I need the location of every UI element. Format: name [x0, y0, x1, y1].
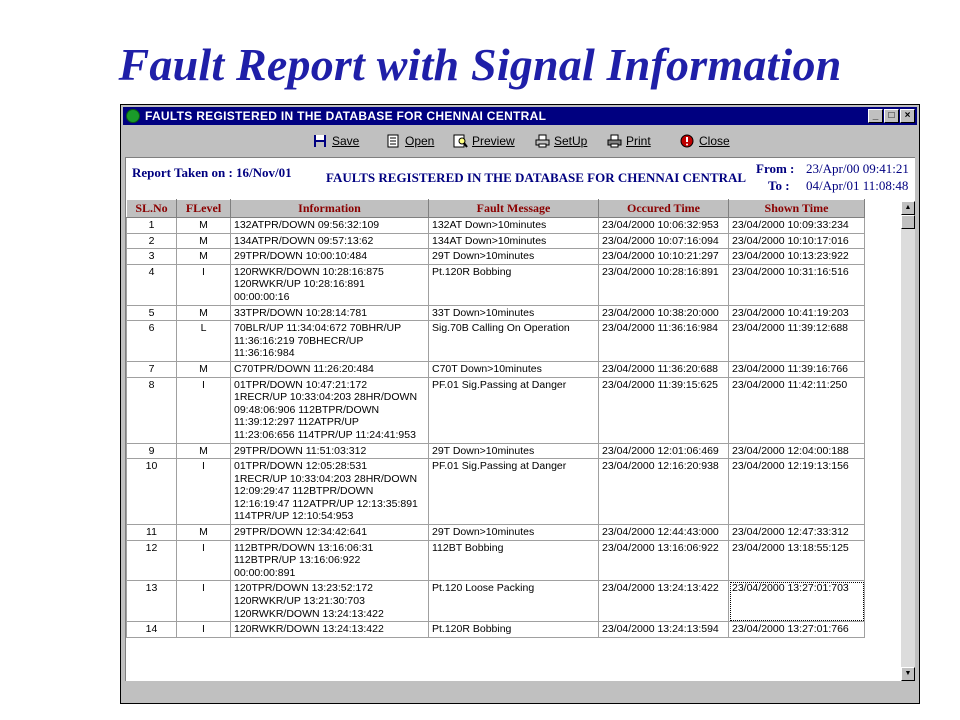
- sl-no-cell[interactable]: 3: [127, 249, 177, 265]
- fault-message-cell[interactable]: 33T Down>10minutes: [429, 305, 599, 321]
- occured-time-cell[interactable]: 23/04/2000 10:06:32:953: [599, 218, 729, 234]
- fault-table: [126, 199, 865, 638]
- fault-message-cell[interactable]: 132AT Down>10minutes: [429, 218, 599, 234]
- sl-no-cell[interactable]: 2: [127, 233, 177, 249]
- flevel-cell[interactable]: I: [177, 264, 231, 305]
- close-icon: [680, 134, 695, 148]
- shown-time-cell[interactable]: 23/04/2000 10:31:16:516: [729, 264, 865, 305]
- fault-message-cell[interactable]: 134AT Down>10minutes: [429, 233, 599, 249]
- occured-time-cell[interactable]: 23/04/2000 10:28:16:891: [599, 264, 729, 305]
- sl-no-cell[interactable]: 8: [127, 377, 177, 443]
- flevel-cell[interactable]: M: [177, 305, 231, 321]
- sl-no-cell[interactable]: 9: [127, 443, 177, 459]
- fault-message-cell[interactable]: 112BT Bobbing: [429, 540, 599, 581]
- shown-time-cell[interactable]: 23/04/2000 10:10:17:016: [729, 233, 865, 249]
- report-header: [125, 157, 915, 199]
- shown-time-cell[interactable]: 23/04/2000 12:04:00:188: [729, 443, 865, 459]
- preview-button[interactable]: Preview: [453, 133, 515, 148]
- preview-icon: [453, 134, 468, 148]
- toolbar: [123, 129, 917, 155]
- scroll-thumb[interactable]: [901, 215, 915, 229]
- occured-time-cell[interactable]: 23/04/2000 10:07:16:094: [599, 233, 729, 249]
- information-cell[interactable]: 120RWKR/DOWN 13:24:13:422: [231, 622, 429, 638]
- from-value: 23/Apr/00 09:41:21: [806, 161, 909, 176]
- report-heading: FAULTS REGISTERED IN THE DATABASE FOR CHENNAI CENTRAL: [326, 170, 747, 185]
- information-cell[interactable]: 112BTPR/DOWN 13:16:06:31 112BTPR/UP 13:16:06:922 00:00:00:891: [231, 540, 429, 581]
- table-row[interactable]: [127, 249, 865, 265]
- flevel-cell[interactable]: I: [177, 581, 231, 622]
- fault-message-cell[interactable]: 29T Down>10minutes: [429, 525, 599, 541]
- flevel-cell[interactable]: L: [177, 321, 231, 362]
- information-cell[interactable]: 134ATPR/DOWN 09:57:13:62: [231, 233, 429, 249]
- maximize-button[interactable]: □: [884, 109, 899, 123]
- information-cell[interactable]: 29TPR/DOWN 11:51:03:312: [231, 443, 429, 459]
- column-header-shown-time[interactable]: Shown Time: [729, 200, 865, 218]
- report-taken-on: Report Taken on : 16/Nov/01: [132, 165, 292, 180]
- sl-no-cell[interactable]: 12: [127, 540, 177, 581]
- column-header-information[interactable]: Information: [231, 200, 429, 218]
- setup-icon: [535, 134, 550, 148]
- column-header-fault-message[interactable]: Fault Message: [429, 200, 599, 218]
- sl-no-cell[interactable]: 11: [127, 525, 177, 541]
- occured-time-cell[interactable]: 23/04/2000 11:36:16:984: [599, 321, 729, 362]
- flevel-cell[interactable]: I: [177, 622, 231, 638]
- information-cell[interactable]: 120TPR/DOWN 13:23:52:172 120RWKR/UP 13:21:30:703 120RWKR/DOWN 13:24:13:422: [231, 581, 429, 622]
- fault-message-cell[interactable]: C70T Down>10minutes: [429, 361, 599, 377]
- scroll-up-button[interactable]: ▲: [901, 201, 915, 215]
- app-icon: [126, 109, 140, 123]
- shown-time-cell[interactable]: 23/04/2000 11:39:16:766: [729, 361, 865, 377]
- table-row[interactable]: [127, 622, 865, 638]
- table-row[interactable]: [127, 361, 865, 377]
- information-cell[interactable]: 33TPR/DOWN 10:28:14:781: [231, 305, 429, 321]
- shown-time-cell[interactable]: 23/04/2000 12:19:13:156: [729, 459, 865, 525]
- table-row[interactable]: [127, 264, 865, 305]
- vertical-scrollbar[interactable]: [901, 201, 915, 681]
- table-row[interactable]: [127, 218, 865, 234]
- fault-message-cell[interactable]: PF.01 Sig.Passing at Danger: [429, 377, 599, 443]
- shown-time-cell[interactable]: 23/04/2000 13:27:01:703: [729, 581, 865, 622]
- sl-no-cell[interactable]: 10: [127, 459, 177, 525]
- flevel-cell[interactable]: I: [177, 377, 231, 443]
- table-row[interactable]: [127, 443, 865, 459]
- information-cell[interactable]: 01TPR/DOWN 10:47:21:172 1RECR/UP 10:33:04:203 28HR/DOWN 09:48:06:906 112BTPR/DOWN 11:39:12:297 112ATPR/UP 11:23:06:656 114TPR/UP 11:24:41:953: [231, 377, 429, 443]
- occured-time-cell[interactable]: 23/04/2000 12:01:06:469: [599, 443, 729, 459]
- close-button[interactable]: Close: [680, 133, 730, 148]
- shown-time-cell[interactable]: 23/04/2000 10:09:33:234: [729, 218, 865, 234]
- table-row[interactable]: [127, 233, 865, 249]
- flevel-cell[interactable]: M: [177, 443, 231, 459]
- information-cell[interactable]: 29TPR/DOWN 10:00:10:484: [231, 249, 429, 265]
- information-cell[interactable]: 132ATPR/DOWN 09:56:32:109: [231, 218, 429, 234]
- sl-no-cell[interactable]: 6: [127, 321, 177, 362]
- save-button[interactable]: Save: [313, 133, 359, 148]
- report-window: [120, 104, 920, 704]
- table-row[interactable]: [127, 305, 865, 321]
- sl-no-cell[interactable]: 14: [127, 622, 177, 638]
- flevel-cell[interactable]: M: [177, 525, 231, 541]
- information-cell[interactable]: 01TPR/DOWN 12:05:28:531 1RECR/UP 10:33:04:203 28HR/DOWN 12:09:29:47 112BTPR/DOWN 12:16:19:47 112ATPR/UP 12:13:35:891 114TPR/UP 12:10:54:953: [231, 459, 429, 525]
- minimize-button[interactable]: _: [868, 109, 883, 123]
- fault-message-cell[interactable]: PF.01 Sig.Passing at Danger: [429, 459, 599, 525]
- slide-title: Fault Report with Signal Information: [118, 39, 842, 90]
- print-icon: [607, 134, 622, 148]
- close-window-button[interactable]: ×: [900, 109, 915, 123]
- setup-button[interactable]: SetUp: [535, 133, 587, 148]
- open-button[interactable]: Open: [386, 133, 434, 148]
- column-header-occured-time[interactable]: Occured Time: [599, 200, 729, 218]
- sl-no-cell[interactable]: 1: [127, 218, 177, 234]
- table-row[interactable]: [127, 321, 865, 362]
- sl-no-cell[interactable]: 5: [127, 305, 177, 321]
- window-title: FAULTS REGISTERED IN THE DATABASE FOR CHENNAI CENTRAL: [145, 109, 547, 123]
- shown-time-cell[interactable]: 23/04/2000 10:41:19:203: [729, 305, 865, 321]
- window-titlebar[interactable]: [123, 107, 917, 125]
- save-icon: [313, 134, 328, 148]
- to-label: To :: [768, 178, 790, 193]
- status-bar: [125, 683, 915, 701]
- shown-time-cell[interactable]: 23/04/2000 12:47:33:312: [729, 525, 865, 541]
- scroll-down-button[interactable]: ▼: [901, 667, 915, 681]
- to-value: 04/Apr/01 11:08:48: [806, 178, 909, 193]
- occured-time-cell[interactable]: 23/04/2000 11:36:20:688: [599, 361, 729, 377]
- flevel-cell[interactable]: M: [177, 361, 231, 377]
- occured-time-cell[interactable]: 23/04/2000 13:16:06:922: [599, 540, 729, 581]
- occured-time-cell[interactable]: 23/04/2000 12:44:43:000: [599, 525, 729, 541]
- shown-time-cell[interactable]: 23/04/2000 11:42:11:250: [729, 377, 865, 443]
- information-cell[interactable]: 120RWKR/DOWN 10:28:16:875 120RWKR/UP 10:28:16:891 00:00:00:16: [231, 264, 429, 305]
- occured-time-cell[interactable]: 23/04/2000 10:38:20:000: [599, 305, 729, 321]
- from-label: From :: [756, 161, 795, 176]
- occured-time-cell[interactable]: 23/04/2000 13:24:13:594: [599, 622, 729, 638]
- information-cell[interactable]: 70BLR/UP 11:34:04:672 70BHR/UP 11:36:16:219 70BHECR/UP 11:36:16:984: [231, 321, 429, 362]
- fault-message-cell[interactable]: Pt.120R Bobbing: [429, 264, 599, 305]
- flevel-cell[interactable]: M: [177, 233, 231, 249]
- fault-message-cell[interactable]: 29T Down>10minutes: [429, 249, 599, 265]
- occured-time-cell[interactable]: 23/04/2000 12:16:20:938: [599, 459, 729, 525]
- table-row[interactable]: [127, 377, 865, 443]
- shown-time-cell[interactable]: 23/04/2000 13:18:55:125: [729, 540, 865, 581]
- table-header-row: [127, 200, 865, 218]
- column-header-sl-no[interactable]: SL.No: [127, 200, 177, 218]
- occured-time-cell[interactable]: 23/04/2000 10:10:21:297: [599, 249, 729, 265]
- print-button[interactable]: Print: [607, 133, 651, 148]
- table-row[interactable]: [127, 540, 865, 581]
- column-header-flevel[interactable]: FLevel: [177, 200, 231, 218]
- occured-time-cell[interactable]: 23/04/2000 11:39:15:625: [599, 377, 729, 443]
- flevel-cell[interactable]: I: [177, 540, 231, 581]
- sl-no-cell[interactable]: 13: [127, 581, 177, 622]
- table-row[interactable]: [127, 581, 865, 622]
- fault-message-cell[interactable]: Pt.120R Bobbing: [429, 622, 599, 638]
- fault-message-cell[interactable]: Sig.70B Calling On Operation: [429, 321, 599, 362]
- shown-time-cell[interactable]: 23/04/2000 10:13:23:922: [729, 249, 865, 265]
- sl-no-cell[interactable]: 7: [127, 361, 177, 377]
- information-cell[interactable]: C70TPR/DOWN 11:26:20:484: [231, 361, 429, 377]
- flevel-cell[interactable]: M: [177, 249, 231, 265]
- table-row[interactable]: [127, 459, 865, 525]
- table-row[interactable]: [127, 525, 865, 541]
- fault-grid[interactable]: [125, 199, 915, 681]
- shown-time-cell[interactable]: 23/04/2000 13:27:01:766: [729, 622, 865, 638]
- shown-time-cell[interactable]: 23/04/2000 11:39:12:688: [729, 321, 865, 362]
- fault-message-cell[interactable]: Pt.120 Loose Packing: [429, 581, 599, 622]
- occured-time-cell[interactable]: 23/04/2000 13:24:13:422: [599, 581, 729, 622]
- open-icon: [386, 134, 401, 148]
- information-cell[interactable]: 29TPR/DOWN 12:34:42:641: [231, 525, 429, 541]
- sl-no-cell[interactable]: 4: [127, 264, 177, 305]
- flevel-cell[interactable]: I: [177, 459, 231, 525]
- fault-message-cell[interactable]: 29T Down>10minutes: [429, 443, 599, 459]
- flevel-cell[interactable]: M: [177, 218, 231, 234]
